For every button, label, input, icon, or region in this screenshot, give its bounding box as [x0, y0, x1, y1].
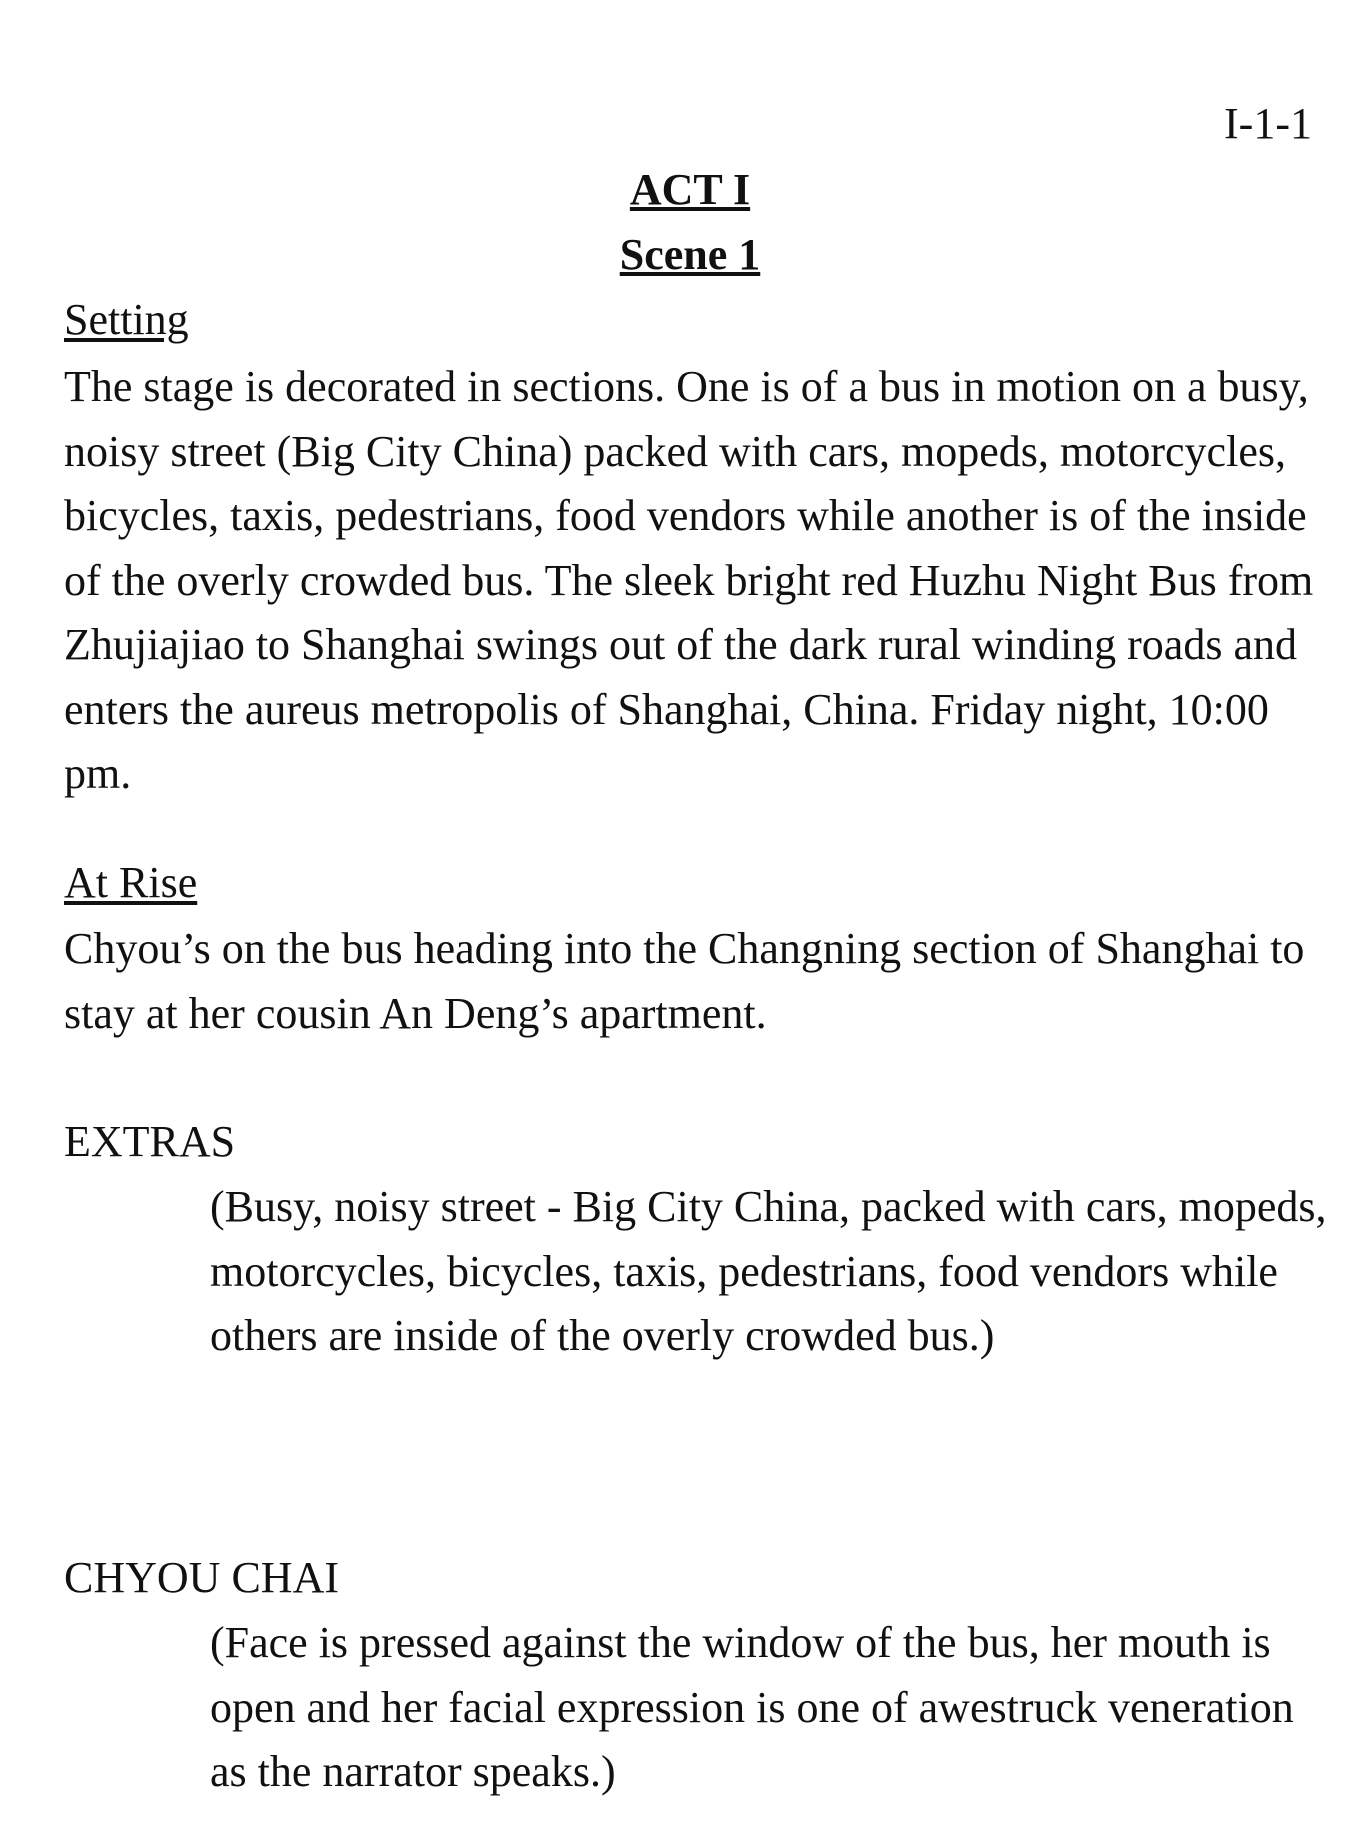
- page-number: I-1-1: [1224, 99, 1312, 148]
- stage-direction-extras: (Busy, noisy street - Big City China, packed with cars, mopeds, motorcycles, bicycles, taxis, pedestrians, food vendors while others are inside of the overly crowded bus.): [210, 1182, 1327, 1360]
- setting-label: Setting: [64, 295, 189, 344]
- stage-direction-chyou-chai: (Face is pressed against the window of the bus, her mouth is open and her facial expression is one of awestruck veneration as the narrator speaks.): [210, 1618, 1294, 1796]
- at-rise-text: Chyou’s on the bus heading into the Changning section of Shanghai to stay at her cousin An Deng’s apartment.: [64, 924, 1305, 1038]
- scene-heading: [0, 229, 1356, 282]
- character-name-extras: EXTRAS: [64, 1117, 236, 1166]
- act-title: ACT I: [629, 165, 751, 214]
- act-heading: [0, 164, 1356, 217]
- scene-title: Scene 1: [619, 230, 761, 279]
- at-rise-label: At Rise: [64, 858, 198, 907]
- setting-text: The stage is decorated in sections. One is of a bus in motion on a busy, noisy street (Big City China) packed with cars, mopeds, motorcycles, bicycles, taxis, pedestrians, food vendors while another is of the inside of the overly crowded bus. The sleek bright red Huzhu Night Bus from Zhujiajiao to Shanghai swings out of the dark rural winding roads and enters the aureus metropolis of Shanghai, China. Friday night, 10:00 pm.: [64, 362, 1314, 798]
- character-name-chyou-chai: CHYOU CHAI: [64, 1553, 339, 1602]
